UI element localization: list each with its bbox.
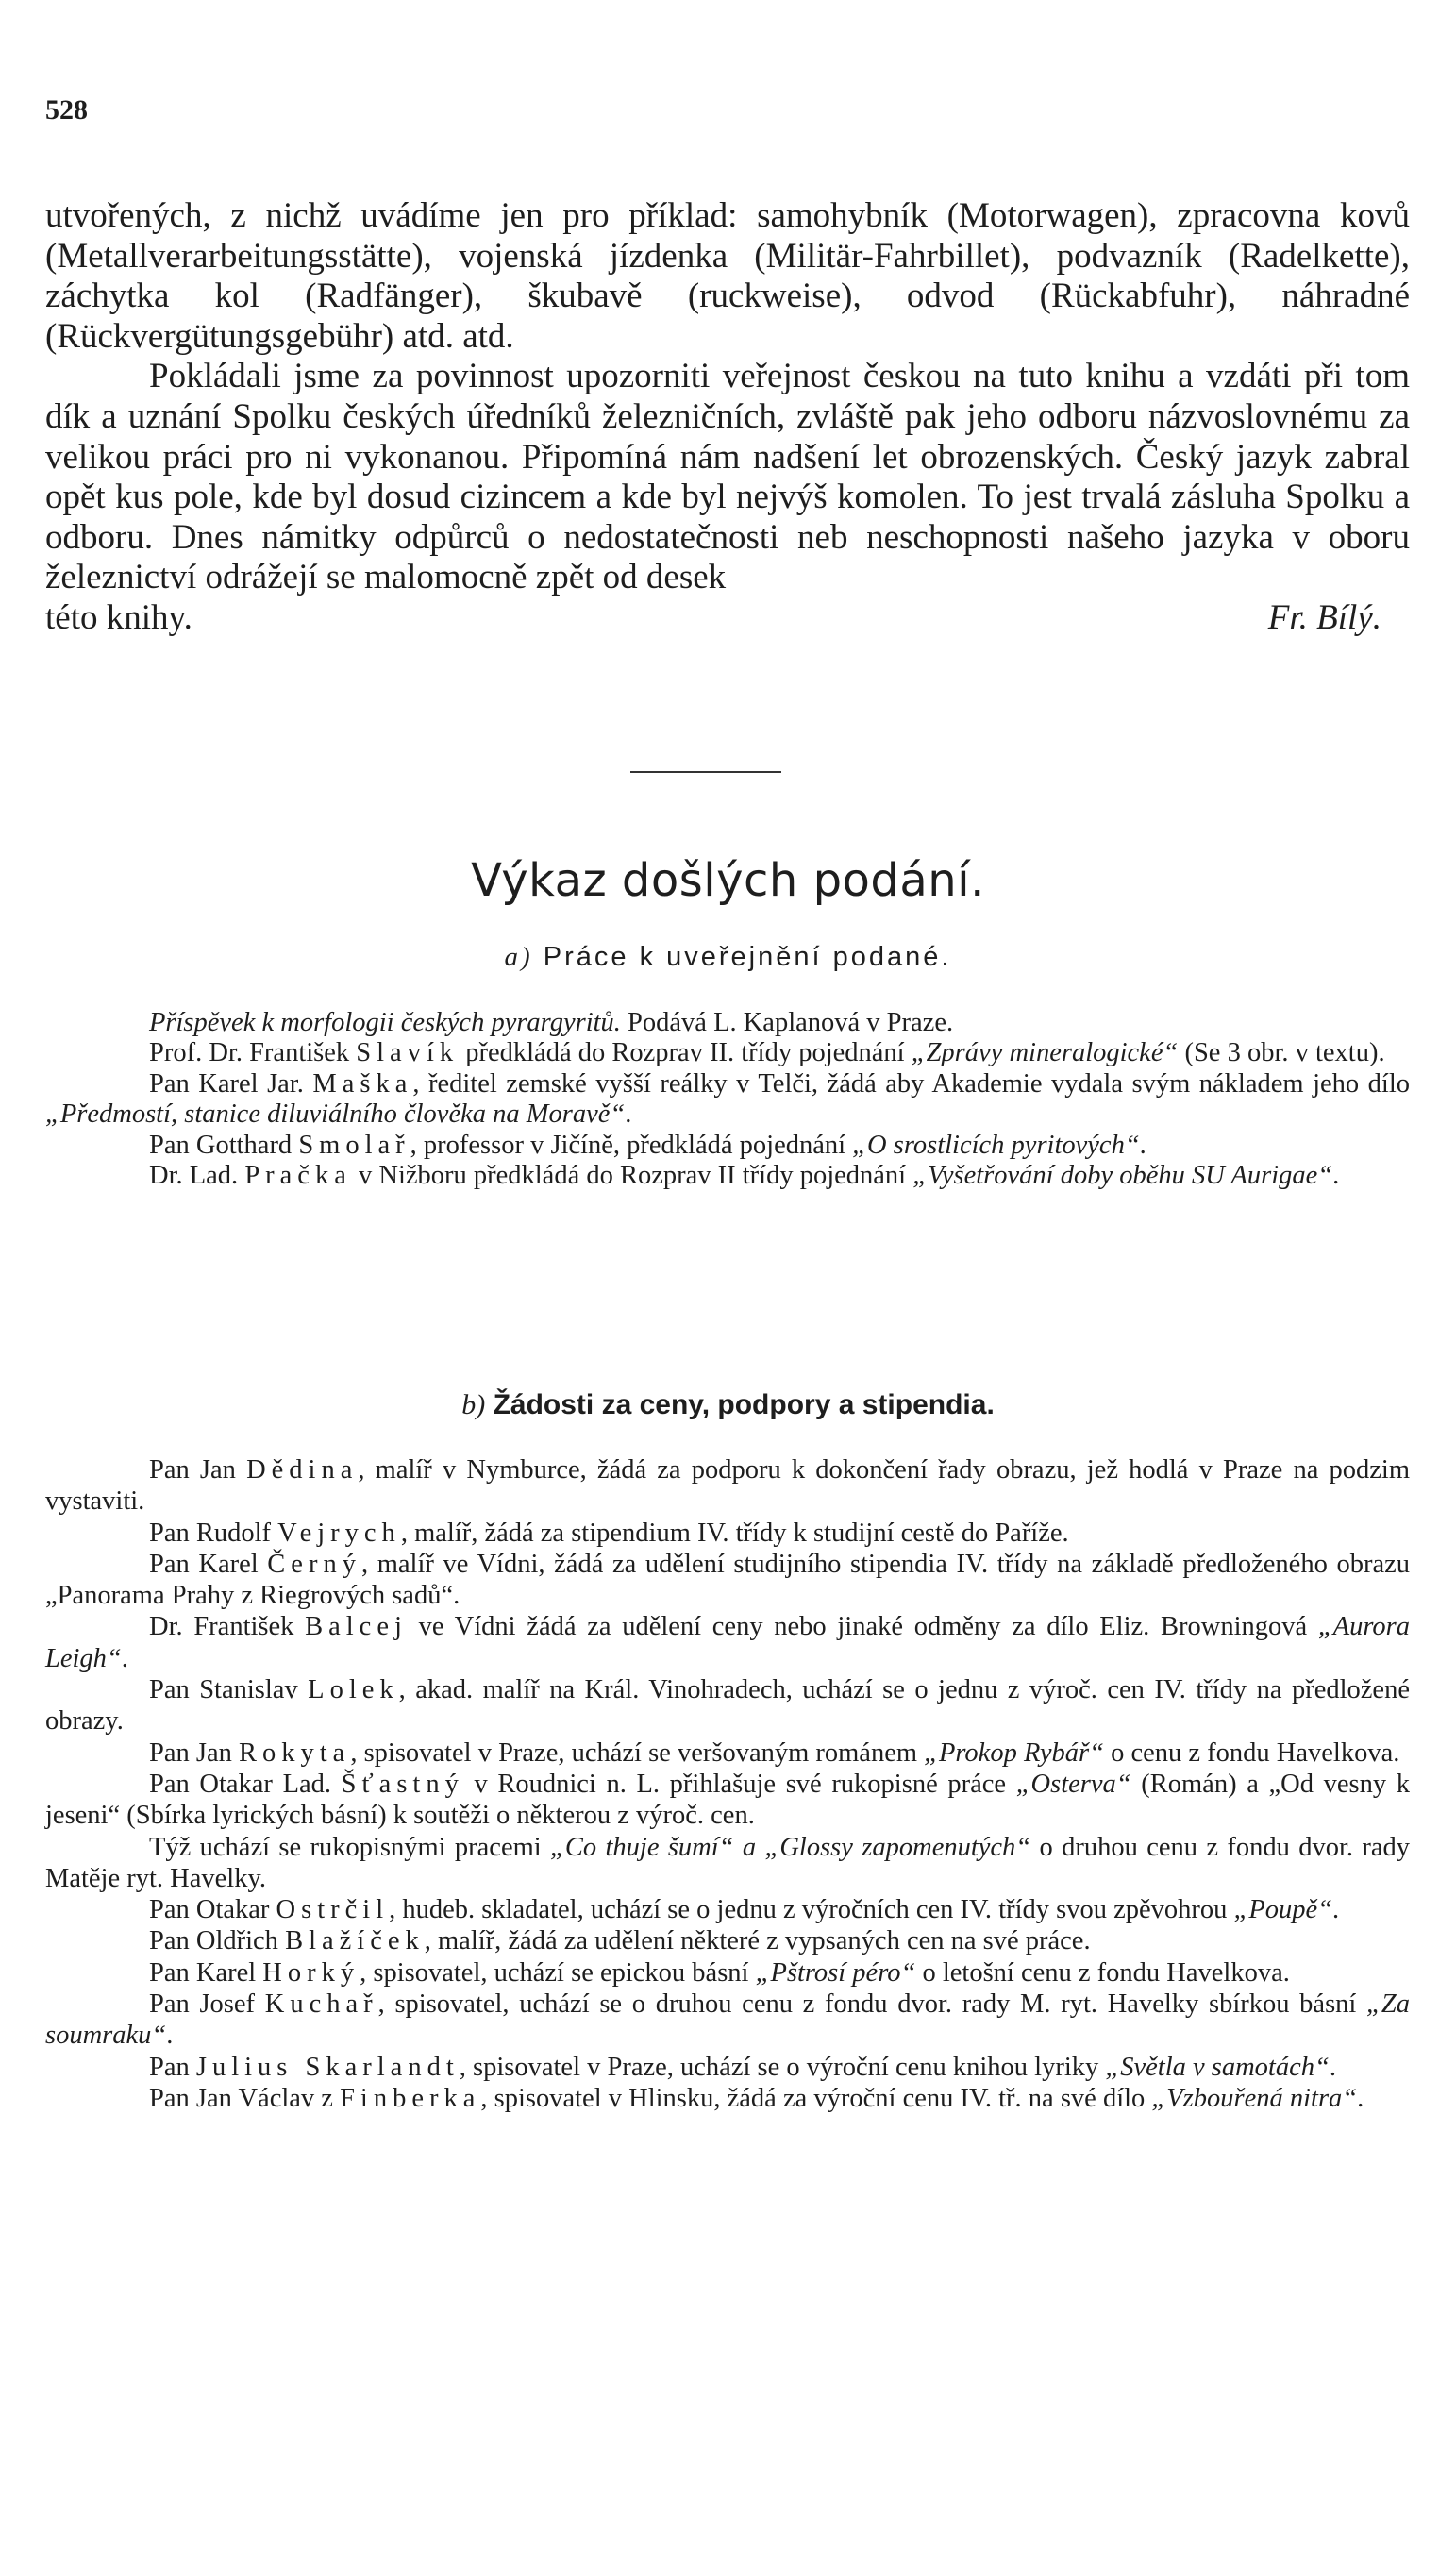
page-number: 528 [45,94,88,126]
intro-text [45,196,1410,639]
list-item: Pan Rudolf Vejrych, malíř, žádá za stipendium IV. třídy k studijní cestě do Paříže. [149,1518,1069,1548]
list-item: Prof. Dr. František Slavík předkládá do Rozprav II. třídy pojednání „Zprávy mineralogické“ (Se 3 obr. v textu). [149,1038,1385,1068]
list-item: Pan Karel Černý, malíř ve Vídni, žádá za udělení studijního stipendia IV. třídy na základě předloženého obrazu „Panorama Prahy z Riegrových sadů“. [45,1549,1410,1611]
section-a-label: a) [504,942,533,972]
list-item: Pan Jan Dědina, malíř v Nymburce, žádá za podporu k dokončení řady obrazu, jež hodlá v Praze na podzim vystaviti. [45,1455,1410,1517]
author-signature: Fr. Bílý. [1267,597,1381,637]
list-item: Pan Stanislav Lolek, akad. malíř na Král. Vinohradech, uchází se o jednu z výroč. cen IV. třídy na předložené obrazy. [45,1675,1410,1737]
page-title: Výkaz došlých podání. [471,854,985,907]
section-a-heading [0,942,1456,973]
list-item: Dr. František Balcej ve Vídni žádá za udělení ceny nebo jinaké odměny za dílo Eliz. Browningová „Aurora Leigh“. [45,1612,1410,1673]
list-item: Pan Jan Václav z Finberka, spisovatel v Hlinsku, žádá za výroční cenu IV. tř. na své dílo „Vzbouřená nitra“. [149,2083,1364,2113]
section-a-list [45,1008,1410,1191]
list-item: Pan Julius Skarlandt, spisovatel v Praze, uchází se o výroční cenu knihou lyriky „Světla v samotách“. [149,2052,1336,2082]
signature-line [45,598,1410,639]
list-item: Týž uchází se rukopisnými pracemi „Co thuje šumí“ a „Glossy zapomenutých“ o druhou cenu z fondu dvor. rady Matěje ryt. Havelky. [45,1832,1410,1893]
list-item: Pan Oldřich Blažíček, malíř, žádá za udělení některé z vypsaných cen na své práce. [149,1926,1091,1956]
list-item: Dr. Lad. Pračka v Nižboru předkládá do Rozprav II třídy pojednání „Vyšetřování doby oběhu SU Aurigae“. [149,1161,1340,1191]
section-b-label: b) [461,1389,486,1420]
list-item: Pan Karel Horký, spisovatel, uchází se epickou básní „Pštrosí péro“ o letošní cenu z fondu Havelkova. [149,1957,1290,1988]
list-item: Pan Gotthard Smolař, professor v Jičíně, předkládá pojednání „O srostlicích pyritových“. [149,1130,1146,1160]
list-item: Pan Karel Jar. Maška, ředitel zemské vyšší reálky v Telči, žádá aby Akademie vydala svým nákladem jeho dílo „Předmostí, stanice diluviálního člověka na Moravě“. [45,1068,1410,1130]
section-divider [630,771,781,773]
list-item: Pan Otakar Ostrčil, hudeb. skladatel, uchází se o jednu z výročních cen IV. třídy svou zpěvohrou „Poupě“. [149,1895,1340,1925]
section-b-list [45,1454,1410,2114]
intro-paragraph-2-end: této knihy. [45,597,192,637]
list-item: Pan Jan Rokyta, spisovatel v Praze, uchází se veršovaným románem „Prokop Rybář“ o cenu z fondu Havelkova. [149,1737,1400,1768]
list-item: Pan Otakar Lad. Šťastný v Roudnici n. L. přihlašuje své rukopisné práce „Osterva“ (Román) a „Od vesny k jeseni“ (Sbírka lyrických básní) k soutěži o některou z výroč. cen. [45,1769,1410,1831]
list-item: Příspěvek k morfologii českých pyrargyritů. Podává L. Kaplanová v Praze. [149,1008,954,1037]
intro-paragraph-1: utvořených, z nichž uvádíme jen pro příklad: samohybník (Motorwagen), zpracovna kovů (Metallverarbeitungsstätte), vojenská jízdenka (Militär-Fahrbillet), podvazník (Radelkette), záchytka kol (Radfänger), škubavě (ruckweise), odvod (Rückabfuhr), náhradné (Rückvergütungsgebühr) atd. atd. [45,196,1410,356]
section-b-title: Žádosti za ceny, podpory a stipendia. [493,1389,995,1420]
section-b-heading [0,1389,1456,1421]
list-item: Pan Josef Kuchař, spisovatel, uchází se o druhou cenu z fondu dvor. rady M. ryt. Havelky sbírkou básní „Za soumraku“. [45,1989,1410,2051]
intro-paragraph-2: Pokládali jsme za povinnost upozorniti veřejnost českou na tuto knihu a vzdáti při tom dík a uznání Spolku českých úředníků železničních, zvláště pak jeho odboru názvoslovnému za velikou práci pro ni vykonanou. Připomíná nám nadšení let obrozenských. Český jazyk zabral opět kus pole, kde byl dosud cizincem a kde byl nejvýš komolen. To jest trvalá zásluha Spolku a odboru. Dnes námitky odpůrců o nedostatečnosti neb neschopnosti našeho jazyka v oboru železnictví odrážejí se malomocně zpět od desek [45,357,1410,597]
section-a-title: Práce k uveřejnění podané. [543,942,952,972]
